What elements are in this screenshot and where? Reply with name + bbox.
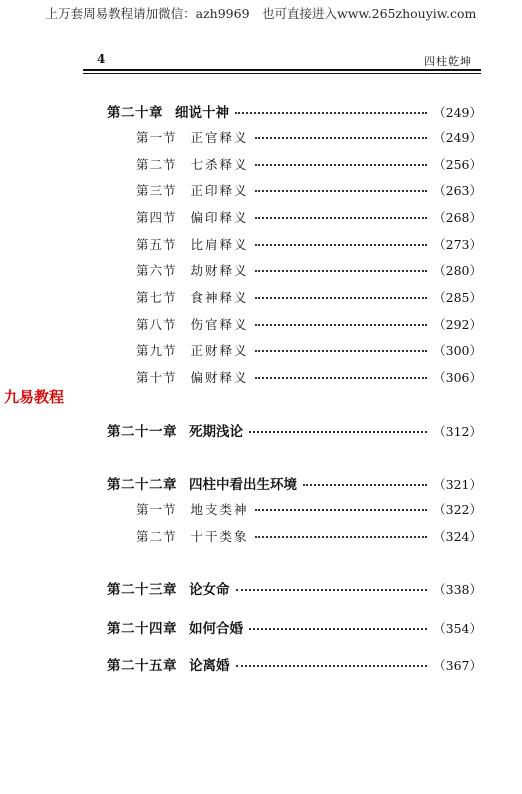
- toc-section: [136, 288, 482, 306]
- dot-leader: [255, 297, 428, 299]
- toc-title: 四柱中看出生环境: [189, 477, 297, 493]
- toc-title: 如何合婚: [189, 621, 243, 637]
- toc-section: [136, 181, 482, 199]
- toc-title: 正印释义: [190, 183, 249, 198]
- toc-label: 第五节: [136, 237, 177, 252]
- toc-label: 第二十五章: [107, 658, 177, 674]
- toc-label: 第二节: [136, 529, 177, 544]
- toc-label: 第三节: [136, 183, 177, 198]
- toc-page: （285）: [433, 290, 482, 305]
- toc-label: 第七节: [136, 290, 177, 305]
- toc-page: （249）: [433, 105, 482, 120]
- toc-chapter-21: [107, 420, 482, 440]
- toc-section: [136, 208, 482, 226]
- toc-page: （300）: [433, 343, 482, 358]
- toc-chapter-20: [107, 101, 482, 121]
- toc-section: [136, 235, 482, 253]
- toc-title: 偏财释义: [190, 370, 249, 385]
- toc-page: （338）: [433, 582, 482, 597]
- dot-leader: [236, 589, 428, 591]
- dot-leader: [255, 244, 428, 246]
- toc-page: （312）: [433, 424, 482, 439]
- toc-title: 细说十神: [175, 105, 229, 121]
- toc-title: 十干类象: [190, 529, 249, 544]
- promo-banner: 上万套周易教程请加微信：azh9969 也可直接进入www.265zhouyiw.com: [45, 6, 477, 21]
- toc-label: 第一节: [136, 130, 177, 145]
- dot-leader: [255, 324, 428, 326]
- toc-label: 第二十章: [107, 105, 163, 121]
- toc-title: 正官释义: [190, 130, 249, 145]
- toc-title: 比肩释义: [190, 237, 249, 252]
- dot-leader: [255, 217, 428, 219]
- toc-label: 第六节: [136, 263, 177, 278]
- toc-section: [136, 341, 482, 359]
- dot-leader: [249, 628, 427, 630]
- toc-page: （354）: [433, 621, 482, 636]
- toc-label: 第二十二章: [107, 477, 177, 493]
- toc-section: [136, 128, 482, 146]
- dot-leader: [303, 484, 427, 486]
- dot-leader: [255, 190, 428, 192]
- toc-section: [136, 500, 482, 518]
- toc-chapter-23: [107, 578, 482, 598]
- toc-label: 第二十三章: [107, 582, 177, 598]
- toc-title: 七杀释义: [190, 157, 249, 172]
- toc-page: （268）: [433, 210, 482, 225]
- toc-section: [136, 527, 482, 545]
- toc-label: 第二节: [136, 157, 177, 172]
- toc-page: （263）: [433, 183, 482, 198]
- toc-page: （306）: [433, 370, 482, 385]
- toc-title: 劫财释义: [190, 263, 249, 278]
- toc-title: 死期浅论: [189, 424, 243, 440]
- toc-page: （324）: [433, 529, 482, 544]
- dot-leader: [255, 509, 428, 511]
- page-number: 4: [97, 52, 106, 66]
- dot-leader: [255, 137, 428, 139]
- toc-title: 伤官释义: [190, 317, 249, 332]
- toc-chapter-22: [107, 473, 482, 493]
- toc-title: 食神释义: [190, 290, 249, 305]
- toc-chapter-24: [107, 617, 482, 637]
- dot-leader: [255, 350, 428, 352]
- header-rule-thick: [83, 69, 481, 71]
- toc-title: 地支类神: [190, 502, 249, 517]
- toc-page: （322）: [433, 502, 482, 517]
- toc-title: 偏印释义: [190, 210, 249, 225]
- toc-label: 第一节: [136, 502, 177, 517]
- toc-page: （292）: [433, 317, 482, 332]
- dot-leader: [235, 112, 427, 114]
- watermark-text: 九易教程: [4, 388, 65, 406]
- dot-leader: [236, 665, 428, 667]
- running-title: 四柱乾坤: [424, 55, 472, 68]
- toc-title: 论女命: [189, 582, 230, 598]
- toc-label: 第八节: [136, 317, 177, 332]
- toc-page: （321）: [433, 477, 482, 492]
- toc-page: （367）: [433, 658, 482, 673]
- dot-leader: [255, 536, 428, 538]
- toc-page: （249）: [433, 130, 482, 145]
- toc-section: [136, 315, 482, 333]
- toc-label: 第十节: [136, 370, 177, 385]
- toc-label: 第二十四章: [107, 621, 177, 637]
- toc-section: [136, 155, 482, 173]
- toc-page: （280）: [433, 263, 482, 278]
- toc-label: 第四节: [136, 210, 177, 225]
- toc-section: [136, 261, 482, 279]
- dot-leader: [249, 431, 427, 433]
- toc-page: （256）: [433, 157, 482, 172]
- toc-title: 正财释义: [190, 343, 249, 358]
- toc-chapter-25: [107, 654, 482, 674]
- dot-leader: [255, 377, 428, 379]
- toc-title: 论离婚: [189, 658, 230, 674]
- dot-leader: [255, 270, 428, 272]
- toc-page: （273）: [433, 237, 482, 252]
- dot-leader: [255, 164, 428, 166]
- header-rule-thin: [83, 73, 481, 74]
- toc-label: 第九节: [136, 343, 177, 358]
- toc-label: 第二十一章: [107, 424, 177, 440]
- toc-section: [136, 368, 482, 386]
